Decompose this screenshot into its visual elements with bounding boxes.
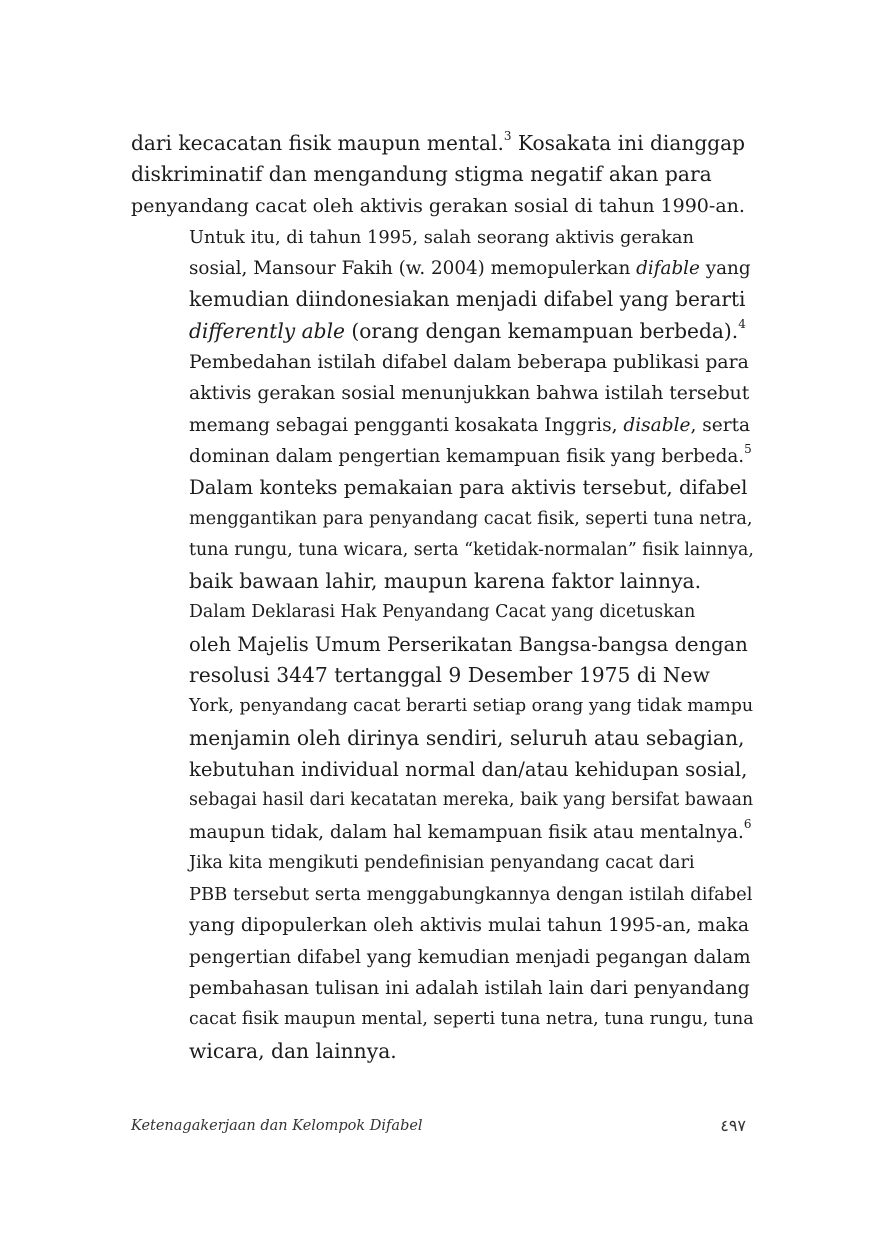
text-segment: Dalam konteks pemakaian para aktivis tersebut, difabel: [189, 476, 748, 500]
text-segment: York, penyandang cacat berarti setiap orang yang tidak mampu: [189, 696, 754, 717]
text-line: [131, 504, 753, 535]
text-segment: cacat fisik maupun mental, seperti tuna netra, tuna rungu, tuna: [189, 1009, 754, 1030]
text-segment: differently able: [189, 318, 345, 343]
text-line: [131, 253, 751, 284]
text-segment: resolusi 3447 tertanggal 9 Desember 1975 di New: [189, 663, 710, 688]
text-segment: Dalam Deklarasi Hak Penyandang Cacat yang dicetuskan: [189, 602, 696, 623]
text-line: [131, 629, 748, 660]
text-segment: penyandang cacat oleh aktivis gerakan sosial di tahun 1990-an.: [131, 194, 745, 217]
text-segment: (orang dengan kemampuan berbeda).: [344, 318, 739, 343]
text-segment: tuna rungu, tuna wicara, serta “ketidak-normalan” fisik lainnya,: [189, 539, 754, 560]
text-segment: menjamin oleh dirinya sendiri, seluruh atau sebagian,: [189, 725, 745, 750]
text-line: [131, 191, 745, 222]
text-line: [131, 316, 745, 347]
text-segment: oleh Majelis Umum Perserikatan Bangsa-bangsa dengan: [189, 632, 748, 656]
footnote-ref: 3: [503, 129, 512, 144]
text-line: [131, 785, 754, 816]
text-line: [131, 472, 748, 503]
text-line: [131, 910, 750, 941]
text-segment: wicara, dan lainnya.: [189, 1038, 397, 1063]
paragraph: [131, 597, 754, 847]
text-line: [131, 378, 750, 409]
text-segment: dari kecacatan fisik maupun mental.: [131, 131, 504, 155]
paragraph: [131, 222, 754, 598]
text-line: [131, 441, 752, 472]
text-segment: kebutuhan individual normal dan/atau kehidupan sosial,: [189, 757, 748, 781]
text-segment: pengertian difabel yang kemudian menjadi pegangan dalam: [189, 946, 751, 968]
text-segment: sosial, Mansour Fakih (w. 2004) memopulerkan: [189, 258, 637, 280]
text-line: [131, 347, 749, 378]
text-segment: Pembedahan istilah difabel dalam beberapa publikasi para: [189, 352, 749, 374]
text-segment: yang: [699, 258, 751, 280]
text-segment: , serta: [690, 414, 751, 436]
text-segment: yang dipopulerkan oleh aktivis mulai tahun 1995-an, maka: [189, 915, 750, 937]
text-line: [131, 1004, 754, 1035]
page-number: ٤٩٧: [720, 1116, 746, 1135]
footnote-ref: 5: [744, 441, 752, 456]
text-segment: Jika kita mengikuti pendefinisian penyandang cacat dari: [189, 852, 695, 873]
text-segment: Kosakata ini dianggap: [511, 131, 746, 155]
text-line: [131, 973, 750, 1004]
footnote-ref: 4: [738, 317, 746, 332]
text-line: [131, 284, 745, 315]
text-segment: menggantikan para penyandang cacat fisik, seperti tuna netra,: [189, 508, 753, 529]
text-segment: baik bawaan lahir, maupun karena faktor lainnya.: [189, 569, 702, 594]
text-line: [131, 597, 745, 628]
text-line: [131, 159, 745, 190]
text-line: [131, 879, 753, 910]
text-line: [131, 817, 752, 848]
body-text: [131, 128, 754, 1067]
text-line: [131, 754, 748, 785]
text-line: [131, 691, 754, 722]
running-footer-title: Ketenagakerjaan dan Kelompok Difabel: [131, 1118, 423, 1134]
text-segment: PBB tersebut serta menggabungkannya dengan istilah difabel: [189, 884, 753, 906]
text-line: [131, 660, 745, 691]
paragraph: [131, 848, 754, 1067]
text-segment: kemudian diindonesiakan menjadi difabel yang berarti: [189, 287, 746, 312]
paragraph: [131, 128, 745, 222]
text-line: [131, 535, 754, 566]
text-segment: disable: [623, 414, 691, 436]
text-line: [131, 222, 745, 253]
footnote-ref: 6: [743, 817, 752, 832]
text-line: [131, 1036, 745, 1067]
text-line: [131, 566, 745, 597]
text-segment: difable: [636, 258, 700, 280]
text-segment: dominan dalam pengertian kemampuan fisik yang berbeda.: [189, 445, 745, 467]
text-segment: aktivis gerakan sosial menunjukkan bahwa istilah tersebut: [189, 383, 750, 405]
text-segment: Untuk itu, di tahun 1995, salah seorang aktivis gerakan: [189, 226, 695, 248]
text-segment: maupun tidak, dalam hal kemampuan fisik atau mentalnya.: [189, 821, 744, 843]
text-segment: pembahasan tulisan ini adalah istilah lain dari penyandang: [189, 978, 750, 1000]
text-line: [131, 128, 745, 159]
text-segment: sebagai hasil dari kecatatan mereka, baik yang bersifat bawaan: [189, 790, 754, 811]
text-line: [131, 848, 745, 879]
text-segment: diskriminatif dan mengandung stigma negatif akan para: [131, 162, 712, 187]
text-segment: memang sebagai pengganti kosakata Inggris,: [189, 414, 624, 436]
text-line: [131, 410, 751, 441]
text-line: [131, 942, 751, 973]
text-line: [131, 723, 745, 754]
